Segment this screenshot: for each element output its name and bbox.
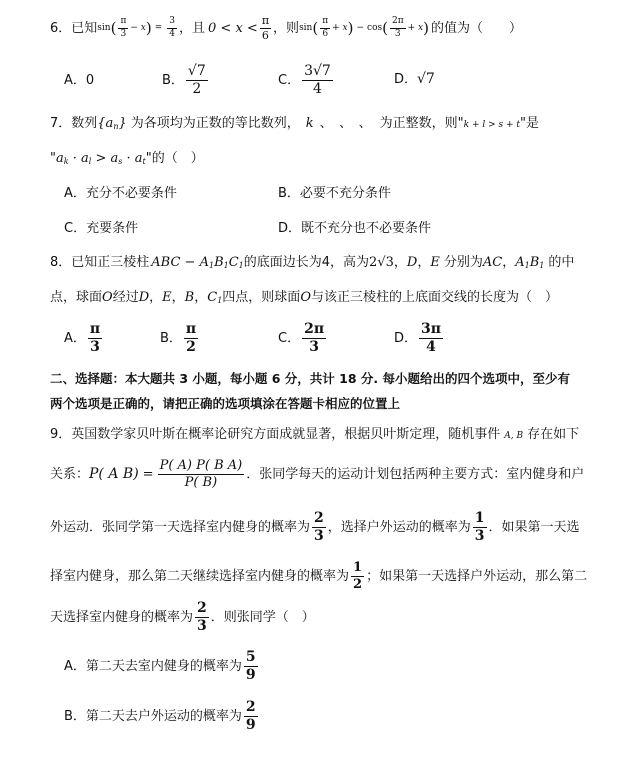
q8-option-b-num: π [185,320,197,337]
q9-bayes-frac [158,459,245,489]
q6-frac-34 [167,17,177,39]
q6-option-d-val: √7 [417,71,435,87]
q8-B: B [184,290,195,305]
q8-comma: ， [393,255,407,270]
q9-option-b-text: B．第二天去户外运动的概率为 [64,708,242,724]
q8-A1: A [515,255,525,270]
q6-frac-34-num: 3 [167,17,177,28]
q6-frac-2pi3 [390,17,406,39]
q8-option-c-frac [302,322,326,354]
q9-bayes-den: P( B) [184,474,218,490]
q8-line1-c: 分别为 [443,255,483,270]
q7-lsub: l [88,157,92,166]
q9-line3-c: ．如果第一天选 [488,519,580,535]
q6-option-d [394,72,435,86]
q8-option-c-den: 3 [309,338,319,355]
q7-seps: 、 、 、 [319,116,372,131]
q6-ineq: 0 < x < [208,20,258,36]
q8-line1-b: 的底面边长为4，高为 [243,255,370,270]
q9-frac-23b [195,601,209,633]
q6-sin2: sin [299,22,313,33]
q6-option-b [162,62,210,98]
q6-frac-pi6 [260,15,271,41]
q6-plus-x: + x [332,22,348,33]
q9-option-a-text: A．第二天去室内健身的概率为 [64,658,242,674]
q7-ksub: k [63,157,69,166]
q9-frac-23-num: 2 [314,509,324,526]
q9-line5 [50,597,315,637]
q8-O: O [102,290,113,305]
q8-comma: ， [171,290,185,305]
q9-option-b-frac [244,700,258,732]
q6-frac-pi3 [118,17,128,39]
q6-option-c [278,62,335,98]
q6-option-b-num: √7 [187,62,206,79]
q8-comma: ， [194,290,208,305]
q9-AB: A, B [504,431,524,441]
q6-frac-2pi3-den: 3 [394,28,401,39]
q9-line3-a: 外运动．张同学第一天选择室内健身的概率为 [50,519,311,535]
q6-option-b-label: B． [162,72,184,88]
q8-option-d [394,318,445,358]
q9-option-a [64,646,260,686]
q9-option-a-num: 5 [245,648,256,665]
q8-pC: C [228,255,239,270]
q8-line2-a: 点，球面 [50,290,103,305]
paren-close: ) [423,18,429,37]
q8-option-a-label: A． [64,330,86,346]
q9-bayes-eq: = [142,466,154,482]
q7-ak: a [55,151,64,166]
q8-option-c-label: C． [278,330,301,346]
q6-frac-pi6b-den: 6 [322,28,329,39]
q8-C1: C [207,290,218,305]
q7-an-close: } [118,116,127,131]
q6-frac-pi6-den: 6 [261,28,269,42]
q6-frac-pi6b [320,17,330,39]
q8-sub: 1 [208,261,215,270]
q8-option-b [160,318,200,358]
q6-frac-34-den: 4 [169,28,175,39]
q8-pB: B [214,255,224,270]
paren-open: ( [382,18,388,37]
q8-comma: ， [502,255,516,270]
q7-an-sub: n [113,122,119,131]
q7-k: k [305,116,314,131]
q6-option-c-num: 3√7 [304,62,331,79]
q8-sub: 1 [524,261,530,270]
q6-option-b-den: 2 [192,80,202,97]
q8-E: E [430,255,440,270]
q9-line1-b: 存在如下 [527,427,580,442]
q7-line1 [50,117,539,131]
section2-line1: 二、选择题：本大题共 3 小题，每小题 6 分，共计 18 分. 每小题给出的四个选项中，至少有 [50,371,571,386]
q8-line1-a: 8．已知正三棱柱 [50,255,150,270]
q9-line5-a: 天选择室内健身的概率为 [50,609,194,625]
q6-option-d-label: D． [394,72,418,87]
q6-frac-2pi3-num: 2π [390,17,406,28]
q8-option-a-num: π [89,320,101,337]
q9-frac-23b-den: 3 [197,617,207,634]
q6-plus-x2: + x [407,22,424,33]
q6-frac-pi6b-num: π [320,17,330,28]
q8-prism: ABC − A [151,255,209,270]
q9-line2-b: ．张同学每天的运动计划包括两种主要方式：室内健身和户 [246,466,585,482]
q8-sub: 1 [539,261,545,270]
q6-frac-pi3-den: 3 [120,28,127,39]
q7-line2 [50,152,204,166]
q9-line4-b: ；如果第一天选择户外运动，那么第二 [366,568,588,584]
q8-E: E [162,290,172,305]
q8-option-b-frac [184,322,198,354]
q8-option-c [278,318,328,358]
q8-line1 [50,256,574,270]
q6-option-c-frac [302,64,333,96]
q9-line2-a: 关系： [50,466,90,482]
q8-comma: ， [149,290,163,305]
q8-options [64,318,584,358]
paren-close: ) [145,18,152,37]
q7-line2-a: " [50,151,56,166]
q9-option-b [64,696,260,736]
q6-frac-pi3-num: π [118,17,128,28]
q6-tail: 的值为（ ） [430,20,522,36]
q9-frac-13 [473,511,487,543]
q8-option-d-frac [419,322,443,354]
q6-option-c-den: 4 [312,80,322,97]
q8-B1: B [529,255,540,270]
q8-D: D [406,255,418,270]
q6-then: ，则 [273,20,300,36]
q9-line4-a: 择室内健身，那么第二天继续选择室内健身的概率为 [50,568,350,584]
q8-option-b-den: 2 [186,338,196,355]
q7-line1-d: "是 [520,116,539,131]
q9-option-b-num: 2 [245,698,256,715]
q7-cond: k + l > s + t [463,120,521,130]
paren-close: ) [347,18,354,37]
q9-frac-13-den: 3 [474,527,485,544]
q7-line1-b: 为各项均为正数的等比数列， [130,116,300,131]
q8-O: O [300,290,311,305]
q6-cos: cos [367,22,383,33]
q6-sin1: sin [97,22,111,33]
q6-options [64,62,584,98]
q6-minus: − [356,22,365,33]
q8-line2-g: 与该正三棱柱的上底面交线的长度为（ ） [310,290,558,305]
q9-line3-b: ，选择户外运动的概率为 [327,519,471,535]
q8-sub: 1 [223,261,229,270]
q8-option-a [64,318,104,358]
q9-frac-12 [351,561,364,591]
q9-bayes-lhs: P( A B) [89,466,139,482]
q9-option-a-frac [244,650,258,682]
q6-minus-x: − x [130,22,146,33]
q6-pre: 已知 [71,20,98,36]
q6-eq: = [154,22,163,33]
q6-stem [50,14,522,42]
q8-option-d-num: 3π [421,320,442,337]
q8-comma: ， [417,255,431,270]
q7-al: · a [68,151,89,166]
q9-frac-23 [312,511,326,543]
q7-as: > a [91,151,119,166]
paren-open: ( [312,18,319,37]
q6-mid: ，且 [179,20,206,36]
section2-line2: 两个选项是正确的，请把正确的选项填涂在答题卡相应的位置上 [50,396,401,411]
q9-frac-12-den: 2 [353,576,363,592]
q6-number: 6． [50,20,72,36]
q8-option-a-den: 3 [90,338,100,355]
q8-option-a-frac [88,322,102,354]
q8-sub: 1 [238,261,244,270]
q8-option-d-label: D． [394,330,418,346]
q8-option-b-label: B． [160,330,182,346]
q7-line1-a: 7．数列 [50,116,98,131]
q8-AC: AC [482,255,503,270]
q9-line5-b: ．则张同学（ ） [210,609,315,625]
q8-sub: 1 [217,296,223,305]
q9-frac-23b-num: 2 [197,599,207,616]
q7-option-b: B．必要不充分条件 [278,186,391,201]
q8-line2-f: 四点，则球面 [222,290,301,305]
q6-option-a: A．0 [64,73,95,88]
q6-option-b-frac [186,64,208,96]
q9-option-b-den: 9 [245,716,256,733]
q8-option-c-num: 2π [304,320,325,337]
q6-frac-pi6-num: π [261,13,270,27]
q9-option-a-den: 9 [245,666,256,683]
q8-line1-d: 的中 [548,255,575,270]
q9-line1 [50,428,579,441]
q9-frac-12-num: 1 [353,559,363,575]
q7-at: · a [122,151,143,166]
q7-option-d: D．既不充分也不必要条件 [278,221,432,236]
q7-option-a: A．充分不必要条件 [64,186,177,201]
q8-line2 [50,291,558,305]
q9-bayes-num: P( A) P( B A) [159,457,243,473]
q9-frac-13-num: 1 [474,509,485,526]
q9-line1-a: 9．英国数学家贝叶斯在概率论研究方面成就显著，根据贝叶斯定理，随机事件 [50,427,501,442]
q7-an: {a [97,116,114,131]
q8-D: D [138,290,150,305]
q7-tsub: t [142,157,146,166]
q7-line1-c: 为正整数，则" [379,116,464,131]
q7-line2-b: "的（ ） [145,151,204,166]
q8-height: 2√3 [369,255,394,270]
q8-option-d-den: 4 [426,338,436,355]
q9-line2 [50,454,584,494]
q8-line2-b: 经过 [112,290,139,305]
q9-line3 [50,507,580,547]
paren-open: ( [110,18,117,37]
q9-frac-23-den: 3 [314,527,324,544]
q6-option-c-label: C． [278,72,301,88]
q9-line4 [50,556,587,596]
q7-option-c: C．充要条件 [64,221,139,236]
q7-ssub: s [118,157,123,166]
